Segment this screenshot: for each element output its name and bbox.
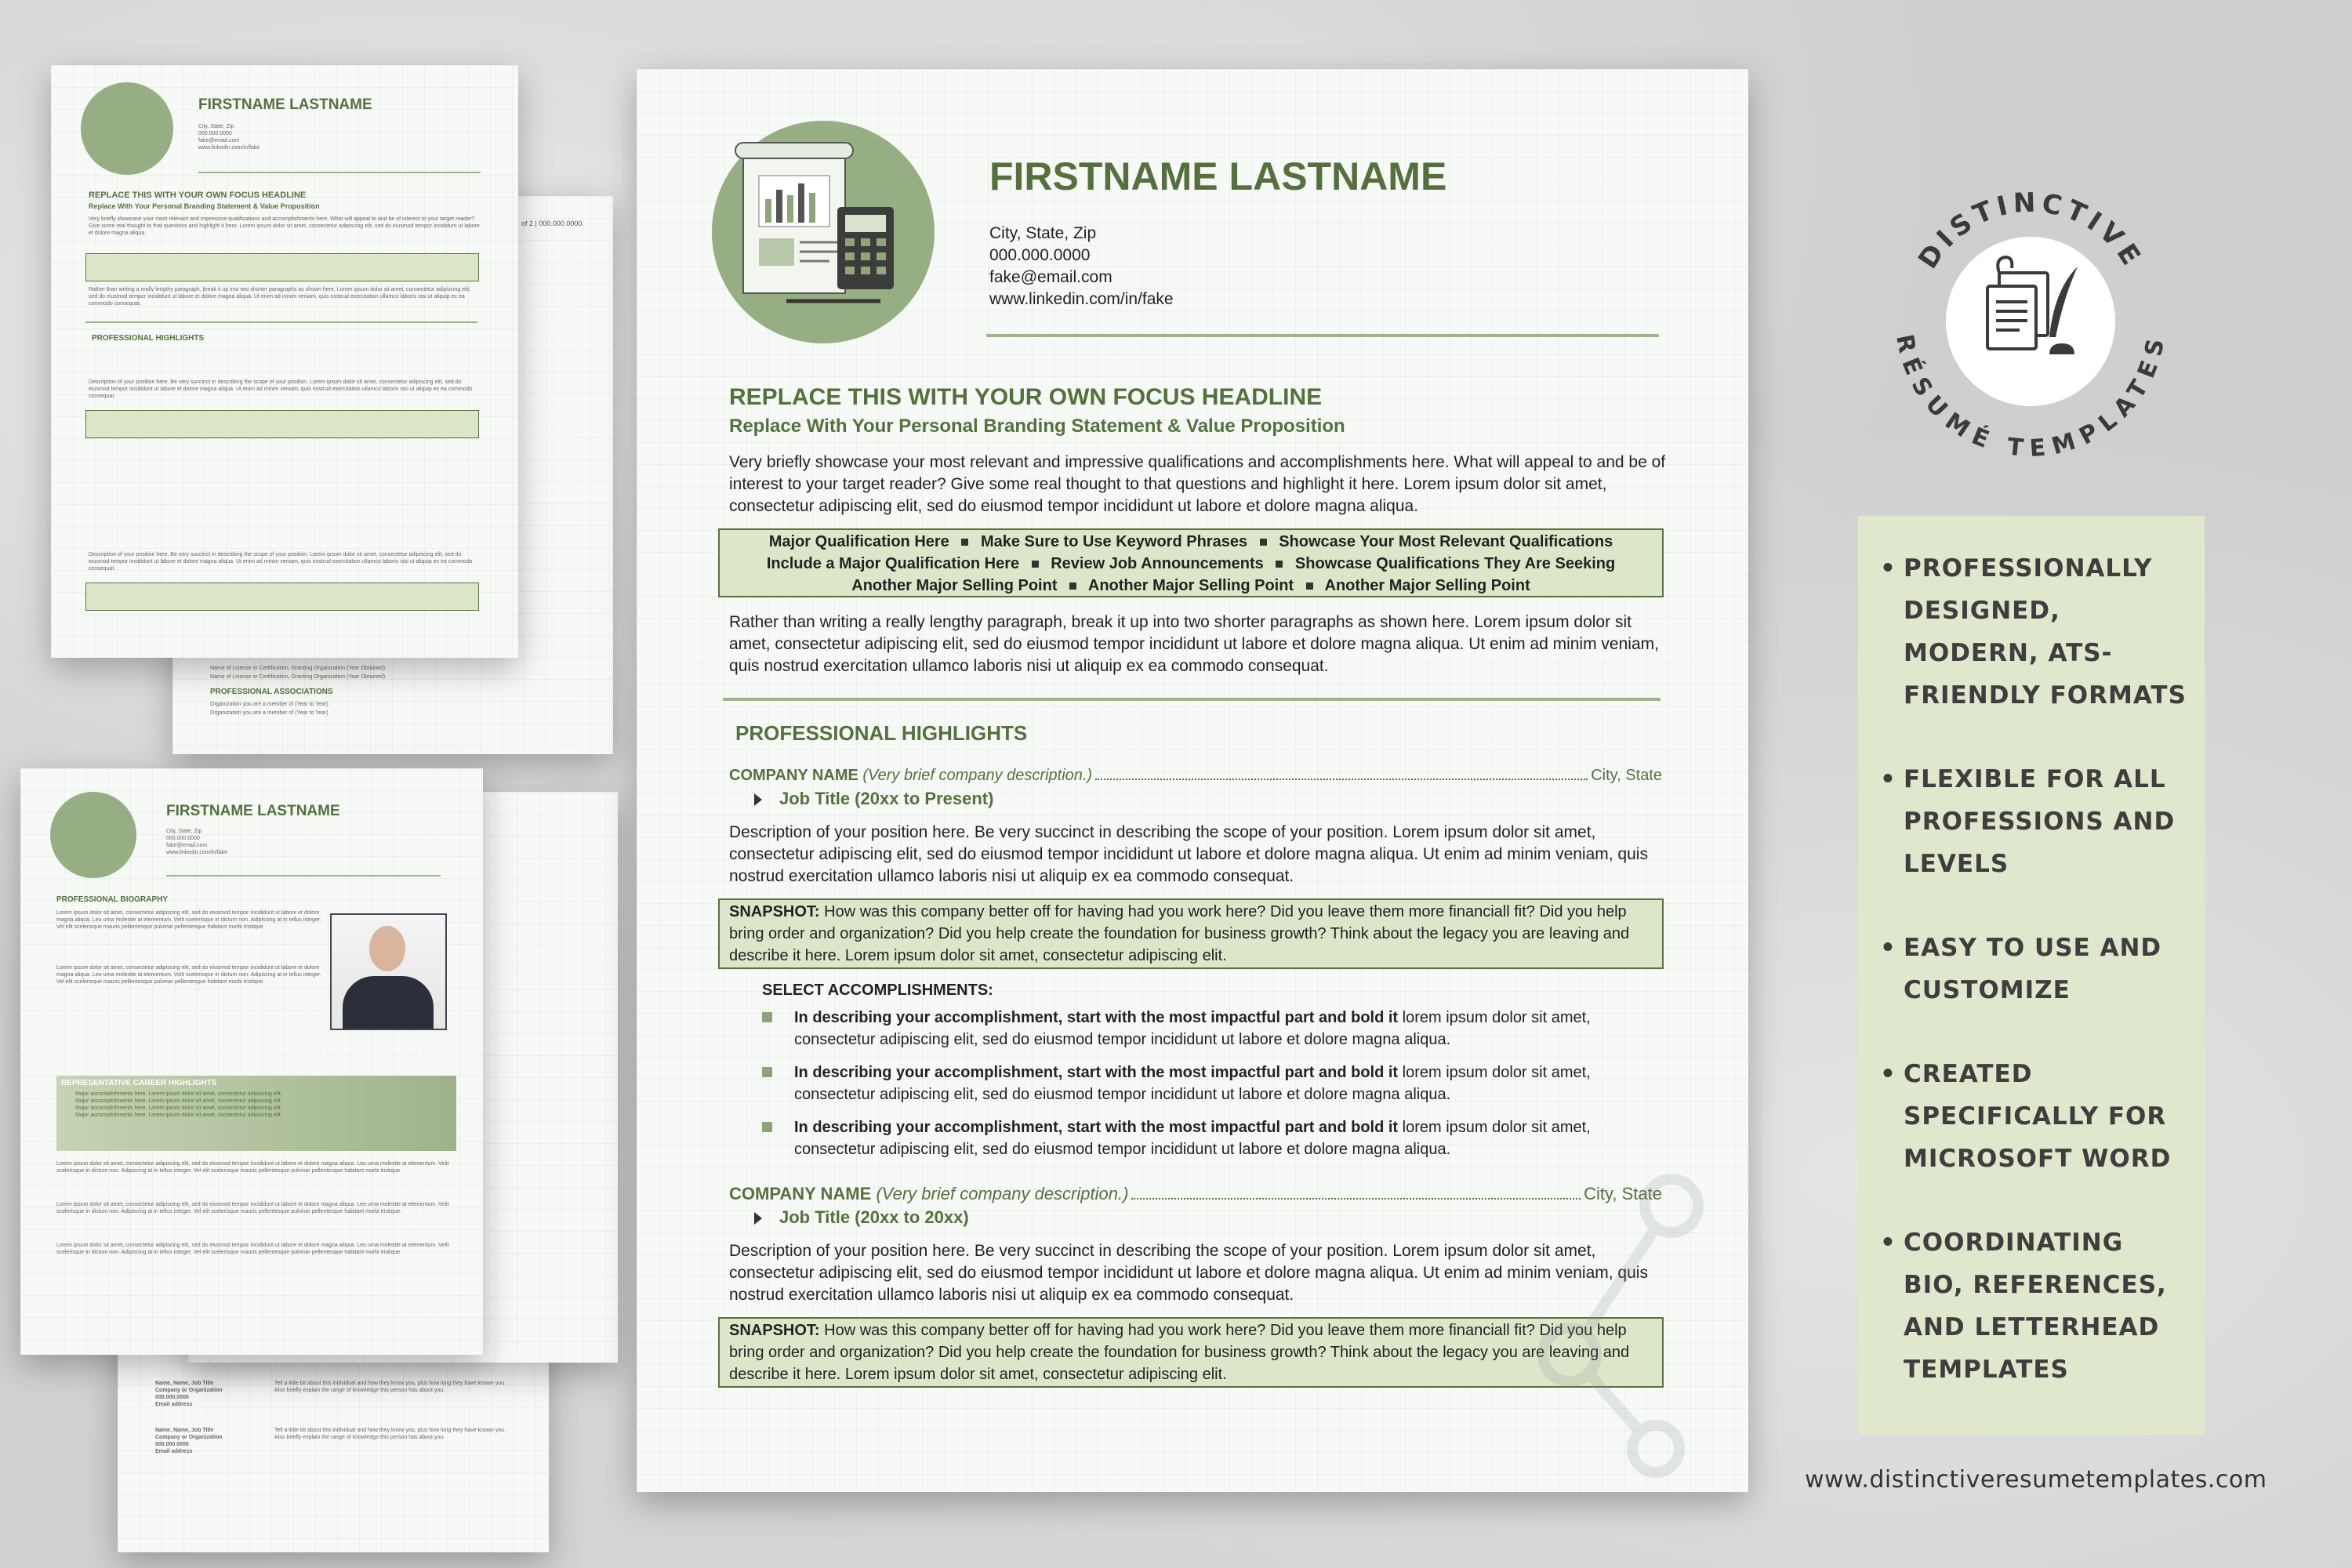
job1-snapshot-box [718, 898, 1664, 969]
job1-location: City, State [1591, 767, 1662, 784]
main-resume-page [637, 69, 1748, 1492]
bio-paragraph: Lorem ipsum dolor sit amet, consectetur adipiscing elit, sed do eiusmod tempor incididunt ut labore et dolore magna aliqua. Leo urna molestie at elementum. Velit scelerisque in dictum non. Adipiscing at in tellus integer. Vel elit scelerisque mauris pellentesque pulvinar pellentesque habitant morbi tristique. [56, 1161, 449, 1174]
brand-logo [1882, 172, 2180, 470]
page2-license-line: Name of License or Certification, Granting Organization (Year Obtained) [210, 666, 386, 671]
resume-logo-icon [712, 121, 935, 343]
keyword-row: Include a Major Qualification Here Review Job Announcements Showcase Qualifications They Are Seeking [766, 555, 1616, 572]
keyword-box [718, 528, 1664, 597]
brand-badge-icon [1882, 172, 2180, 470]
contact-phone: 000.000.0000 [989, 246, 1091, 264]
contact-city: City, State, Zip [989, 224, 1097, 242]
job2-title: Job Title (20xx to 20xx) [779, 1207, 969, 1227]
thumb-headline: REPLACE THIS WITH YOUR OWN FOCUS HEADLINE [89, 191, 307, 200]
ref-entry: Name, Name, Job Title Company or Organization 000.000.0000 Email address [155, 1381, 223, 1407]
contact-linkedin: www.linkedin.com/in/fake [989, 290, 1174, 308]
bio-paragraph: Lorem ipsum dolor sit amet, consectetur adipiscing elit, sed do eiusmod tempor incididunt ut labore et dolore magna aliqua. Leo urna molestie at elementum. Velit scelerisque in dictum non. Adipiscing at in tellus integer. Vel elit scelerisque mauris pellentesque pulvinar pellentesque habitant morbi tristique. [56, 910, 321, 930]
thumb-job2-description: Description of your position here. Be very succinct in describing the scope of your position. Lorem ipsum dolor sit amet, consectetur adipiscing elit, sed do eiusmod tempor incididunt ut labore et dolore magna aliqua. Ut enim ad minim veniam, quis nostrud exercitation ullamco laboris nisi ut aliquip ex ea commodo consequat. [89, 552, 473, 572]
bio-photo-head [369, 926, 405, 971]
job1-title: Job Title (20xx to Present) [779, 789, 994, 808]
thumb-subheadline: Replace With Your Personal Branding Statement & Value Proposition [89, 202, 320, 210]
job2-location: City, State [1584, 1184, 1662, 1203]
bio-paragraph: Lorem ipsum dolor sit amet, consectetur adipiscing elit, sed do eiusmod tempor incididunt ut labore et dolore magna aliqua. Leo urna molestie at elementum. Velit scelerisque in dictum non. Adipiscing at in tellus integer. Vel elit scelerisque mauris pellentesque pulvinar pellentesque habitant morbi tristique. [56, 965, 321, 985]
document-calculator-icon [712, 121, 935, 343]
thumb-intro: Very briefly showcase your most relevant and impressive qualifications and accomplishments here. What will appeal to and be of interest to your target reader? Give some real thought to that questions and highlight it here. Lorem ipsum dolor sit amet, consectetur adipiscing elit, sed do eiusmod tempor incididunt ut labore et dolore magna aliqua. [89, 216, 480, 236]
job1-snapshot-label: SNAPSHOT: [729, 903, 820, 920]
section-rule [723, 698, 1661, 701]
job2-snapshot-label: SNAPSHOT: [729, 1322, 820, 1339]
feature-item: • CREATED SPECIFICALLY FOR MICROSOFT WORD [1904, 1053, 2189, 1180]
resume-logo-icon [81, 82, 173, 175]
thumb-snapshot-box-2 [85, 583, 479, 611]
accomplishment-item: In describing your accomplishment, start with the most impactful part and bold it lorem ipsum dolor sit amet, consectetur adipiscing elit, sed do eiusmod tempor incididunt ut labore et dolore magna aliqua. [762, 1007, 1656, 1051]
job2-company: COMPANY NAME [729, 1184, 872, 1203]
thumb-job-description: Description of your position here. Be very succinct in describing the scope of your position. Lorem ipsum dolor sit amet, consectetur adipiscing elit, sed do eiusmod tempor incididunt ut labore et dolore magna aliqua. Ut enim ad minim veniam, quis nostrud exercitation ullamco laboris nisi ut aliquip ex ea commodo consequat. [89, 379, 473, 399]
header-rule [986, 334, 1659, 337]
page2-assoc-title: PROFESSIONAL ASSOCIATIONS [210, 688, 333, 696]
thumb-rule [198, 172, 481, 173]
intro-paragraph: Very briefly showcase your most relevant and impressive qualifications and accomplishments here. What will appeal to and be of interest to your target reader? Give some real thought to that questions and highlight it here. Lorem ipsum dolor sit amet, consectetur adipiscing elit, sed do eiusmod tempor incididunt ut labore et dolore magna aliqua. [729, 453, 1666, 515]
bio-section-title: PROFESSIONAL BIOGRAPHY [56, 895, 169, 904]
bio-photo [330, 913, 447, 1030]
ref-desc: Tell a little bit about this individual and how they know you, plus how long they have known you. Also briefly explain the range of knowledge this person has about you. [274, 1381, 506, 1393]
thumb-keyword-box [85, 253, 479, 281]
brand-top-text: DISTINCTIVE [1912, 187, 2149, 275]
page2-license-line: Name of License or Certification, Granting Organization (Year Obtained) [210, 674, 386, 680]
contact-email: fake@email.com [989, 268, 1112, 286]
select-accomplishments-title: SELECT ACCOMPLISHMENTS: [762, 982, 993, 999]
triangle-bullet-icon [754, 793, 762, 806]
focus-headline: REPLACE THIS WITH YOUR OWN FOCUS HEADLINE [729, 384, 1323, 410]
feature-list [1904, 547, 2189, 1391]
ref-desc: Tell a little bit about this individual and how they know you, plus how long they have known you. Also briefly explain the range of knowledge this person has about you. [274, 1428, 506, 1440]
bio-name: FIRSTNAME LASTNAME [166, 803, 340, 819]
job2-snapshot-text: How was this company better off for having had you work here? Did you leave them more financiall fit? Did you help bring order and organization? Did you help create the foundation for business growth? Think about the legacy you are leaving and describe it here. Lorem ipsum dolor sit amet, consectetur adipiscing elit. [729, 1322, 1630, 1383]
section-professional-highlights: PROFESSIONAL HIGHLIGHTS [735, 721, 1028, 745]
accomplishment-item: In describing your accomplishment, start with the most impactful part and bold it lorem ipsum dolor sit amet, consectetur adipiscing elit, sed do eiusmod tempor incididunt ut labore et dolore magna aliqua. [762, 1116, 1656, 1160]
job1-dotted-leader [1095, 779, 1588, 780]
job2-title-line [754, 1207, 969, 1228]
bio-career-box: REPRESENTATIVE CAREER HIGHLIGHTS Major accomplishments here. Lorem ipsum dolor sit amet, consectetur adipiscing elit. Major accomplishments here. Lorem ipsum dolor sit amet, consectetur adipiscing elit. Major accomplishments here. Lorem ipsum dolor sit amet, consectetur adipiscing elit. Major accomplishments here. Lorem ipsum dolor sit amet, consectetur adipiscing elit. [56, 1076, 456, 1151]
resume-name: FIRSTNAME LASTNAME [989, 154, 1447, 198]
feature-panel [1858, 516, 2205, 1435]
contact-block [989, 223, 1174, 310]
square-bullet-icon [762, 1122, 772, 1132]
triangle-bullet-icon [754, 1212, 762, 1225]
thumb-contact: City, State, Zip 000.000.0000 fake@email.com www.linkedin.com/in/fake [198, 124, 260, 151]
branding-statement: Replace With Your Personal Branding Statement & Value Proposition [729, 416, 1345, 437]
keyword-row: Major Qualification Here Make Sure to Use Keyword Phrases Showcase Your Most Relevant Qualifications [768, 533, 1613, 550]
thumb-section-title: PROFESSIONAL HIGHLIGHTS [92, 334, 205, 343]
job1-company-desc: (Very brief company description.) [862, 767, 1093, 784]
bio-contact: City, State, Zip 000.000.0000 fake@email.com www.linkedin.com/in/fake [166, 829, 228, 855]
square-bullet-icon [762, 1067, 772, 1077]
job1-company: COMPANY NAME [729, 767, 858, 784]
page2-assoc-line: Organization you are a member of (Year to Year) [210, 710, 328, 716]
accomplishment-item: In describing your accomplishment, start with the most impactful part and bold it lorem ipsum dolor sit amet, consectetur adipiscing elit, sed do eiusmod tempor incididunt ut labore et dolore magna aliqua. [762, 1062, 1656, 1105]
job1-snapshot-text: How was this company better off for having had you work here? Did you leave them more financiall fit? Did you help bring order and organization? Did you help create the foundation for business growth? Think about the legacy you are leaving and describe it here. Lorem ipsum dolor sit amet, consectetur adipiscing elit. [729, 903, 1630, 964]
job1-title-line [754, 789, 993, 809]
page2-header: of 2 | 000.000.0000 [521, 220, 583, 227]
bio-paragraph: Lorem ipsum dolor sit amet, consectetur adipiscing elit, sed do eiusmod tempor incididunt ut labore et dolore magna aliqua. Leo urna molestie at elementum. Velit scelerisque in dictum non. Adipiscing at in tellus integer. Vel elit scelerisque mauris pellentesque pulvinar pellentesque habitant morbi tristique. [56, 1202, 449, 1214]
job1-description: Description of your position here. Be very succinct in describing the scope of your position. Lorem ipsum dolor sit amet, consectetur adipiscing elit, sed do eiusmod tempor incididunt ut labore et dolore magna aliqua. Ut enim ad minim veniam, quis nostrud exercitation ullamco laboris nisi ut aliquip ex ea commodo consequat. [729, 823, 1648, 885]
job2-description: Description of your position here. Be very succinct in describing the scope of your position. Lorem ipsum dolor sit amet, consectetur adipiscing elit, sed do eiusmod tempor incididunt ut labore et dolore magna aliqua. Ut enim ad minim veniam, quis nostrud exercitation ullamco laboris nisi ut aliquip ex ea commodo consequat. [729, 1242, 1648, 1304]
thumb-snapshot-box [85, 410, 479, 438]
bio-logo-icon [50, 792, 136, 878]
ref-entry: Name, Name, Job Title Company or Organization 000.000.0000 Email address [155, 1428, 223, 1454]
bio-rule [166, 875, 441, 877]
feature-item: • COORDINATING BIO, REFERENCES, AND LETTERHEAD TEMPLATES [1904, 1221, 2189, 1391]
thumb-rule-2 [85, 321, 477, 323]
bio-thumbnail [20, 768, 483, 1355]
thumb-intro2: Rather than writing a really lengthy paragraph, break it up into two shorter paragraphs as shown here. Lorem ipsum dolor sit amet, consectetur adipiscing elit, sed do eiusmod tempor incididunt ut labore et dolore magna aliqua. Ut enim ad minim veniam, quis nostrud exercitation ullamco laboris nisi ut aliquip ex ea commodo consequat. [89, 287, 471, 307]
brand-bottom-text: RÉSUMÉ TEMPLATES [1889, 332, 2171, 463]
feature-item: • PROFESSIONALLY DESIGNED, MODERN, ATS-FRIENDLY FORMATS [1904, 547, 2189, 717]
page2-assoc-line: Organization you are a member of (Year to Year) [210, 702, 328, 707]
bio-photo-body [343, 976, 434, 1030]
intro-paragraph-2: Rather than writing a really lengthy paragraph, break it up into two shorter paragraphs as shown here. Lorem ipsum dolor sit amet, consectetur adipiscing elit, sed do eiusmod tempor incididunt ut labore et dolore magna aliqua. Ut enim ad minim veniam, quis nostrud exercitation ullamco laboris nisi ut aliquip ex ea commodo consequat. [729, 613, 1659, 675]
bio-paragraph: Lorem ipsum dolor sit amet, consectetur adipiscing elit, sed do eiusmod tempor incididunt ut labore et dolore magna aliqua. Leo urna molestie at elementum. Velit scelerisque in dictum non. Adipiscing at in tellus integer. Vel elit scelerisque mauris pellentesque pulvinar pellentesque habitant morbi tristique. [56, 1243, 449, 1255]
feature-item: • FLEXIBLE FOR ALL PROFESSIONS AND LEVELS [1904, 758, 2189, 885]
keyword-row: Another Major Selling Point Another Major Selling Point Another Major Selling Point [851, 577, 1530, 594]
feature-item: • EASY TO USE AND CUSTOMIZE [1904, 927, 2189, 1011]
job1-company-line [729, 767, 1662, 785]
square-bullet-icon [762, 1012, 772, 1022]
thumb-name: FIRSTNAME LASTNAME [198, 96, 372, 113]
job2-company-desc: (Very brief company description.) [876, 1184, 1129, 1203]
resume-thumbnail [51, 65, 518, 658]
website-url[interactable]: www.distinctiveresumetemplates.com [1805, 1466, 2267, 1494]
bio-career-title: REPRESENTATIVE CAREER HIGHLIGHTS [61, 1079, 217, 1087]
network-decoration-icon [1483, 1120, 1734, 1492]
